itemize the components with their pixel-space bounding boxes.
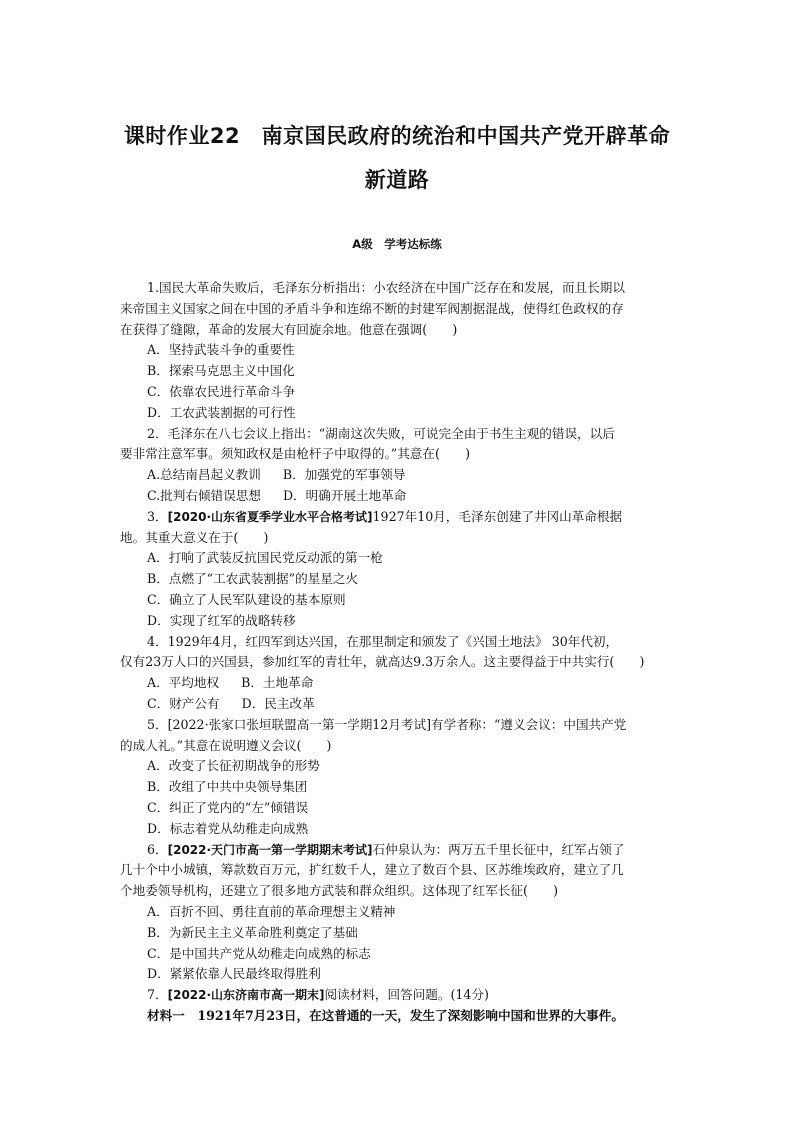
question-source: [2022·张家口张垣联盟高一第一学期12月考试]: [167, 716, 432, 732]
option-c: C．依靠农民进行革命斗争: [147, 383, 296, 399]
question-number: 6．: [147, 841, 168, 857]
question-stem-line: [120, 985, 685, 1006]
option-c: C．财产公有: [147, 695, 220, 711]
option-a: A．打响了武装反抗国民党反动派的第一枪: [147, 550, 383, 566]
option-a: A.总结南昌起义教训: [147, 467, 261, 483]
section-heading: A级 学考达标练: [352, 237, 442, 251]
option-a: A．平均地权: [147, 675, 220, 691]
option-a: A．坚持武装斗争的重要性: [147, 342, 295, 358]
option-b: B．加强党的军事领导: [282, 467, 406, 483]
option-b: B．探索马克思主义中国化: [147, 363, 295, 379]
page-title-line-1: 课时作业22 南京国民政府的统治和中国共产党开辟革命: [123, 124, 671, 148]
question-stem-text: 石仲泉认为：两万五千里长征中，红军占领了: [372, 841, 625, 857]
material-text: 1921年7月23日，在这普通的一天，发生了深刻影响中国和世界的大事件。: [184, 1007, 624, 1023]
page-title-line-2: 新道路: [364, 168, 430, 192]
question-7: [120, 985, 685, 1027]
option-c: C．确立了人民军队建设的基本原则: [147, 591, 346, 607]
material-label: 材料一: [147, 1007, 185, 1023]
material-line: [120, 1006, 685, 1027]
question-6: [120, 840, 685, 986]
question-number: 3．: [147, 508, 168, 524]
question-stem-line: 几十个中小城镇，筹款数百万元，扩红数千人，建立了数百个县、区苏维埃政府，建立了几: [120, 862, 624, 878]
question-stem-text: 有学者称：“遵义会议：中国共产党: [431, 716, 627, 732]
option-d: D．紧紧依靠人民最终取得胜利: [147, 966, 321, 982]
question-source: [2022·山东济南市高一期末]: [167, 988, 325, 1003]
question-list: [120, 278, 685, 1027]
option-d: D．民主改革: [241, 695, 315, 711]
question-source: [2020·山东省夏季学业水平合格考试]: [167, 509, 373, 524]
question-1: [120, 278, 685, 424]
question-2: [120, 424, 685, 507]
question-stem-line: 的成人礼。”其意在说明遵义会议( ): [120, 737, 332, 753]
question-stem-line: 地。其重大意义在于( ): [120, 529, 269, 545]
question-stem-line: 1.国民大革命失败后，毛泽东分析指出：小农经济在中国广泛存在和发展，而且长期以: [147, 280, 625, 295]
question-stem-line: 要非常注意军事。须知政权是由枪杆子中取得的。”其意在( ): [120, 446, 470, 462]
question-stem-line: [120, 715, 685, 736]
question-stem-line: [120, 840, 685, 861]
question-number: 7．: [147, 987, 168, 1003]
option-c: C．是中国共产党从幼稚走向成熟的标志: [147, 945, 371, 961]
question-stem-line: [120, 507, 685, 528]
question-source: [2022·天门市高一第一学期期末考试]: [167, 842, 373, 857]
option-b: B．为新民主主义革命胜利奠定了基础: [147, 924, 358, 940]
question-3: [120, 507, 685, 632]
option-b: B．改组了中共中央领导集团: [147, 779, 308, 795]
option-b: B．土地革命: [241, 675, 314, 691]
question-number: 5．: [147, 716, 168, 732]
option-d: D．明确开展土地革命: [282, 487, 407, 503]
option-c: C．纠正了党内的“左”倾错误: [147, 799, 309, 815]
option-a: A．改变了长征初期战争的形势: [147, 758, 320, 774]
option-d: D．实现了红军的战略转移: [147, 612, 296, 628]
question-stem-line: 在获得了缝隙，革命的发展大有回旋余地。他意在强调( ): [120, 321, 458, 337]
question-stem-line: 来帝国主义国家之间在中国的矛盾斗争和连绵不断的封建军阀割据混战，使得红色政权的存: [120, 300, 624, 316]
option-d: D．工农武装割据的可行性: [147, 404, 296, 420]
option-row: [120, 673, 685, 694]
option-b: B．点燃了“工农武装割据”的星星之火: [147, 571, 359, 587]
question-stem-text: 1927年10月，毛泽东创建了井冈山革命根据: [372, 508, 623, 524]
question-5: [120, 715, 685, 840]
question-stem-text: 阅读材料，回答问题。(14分): [324, 987, 489, 1003]
question-stem-line: 2．毛泽东在八七会议上指出：“湖南这次失败，可说完全由于书生主观的错误，以后: [147, 425, 615, 441]
option-row: [120, 694, 685, 715]
option-c: C.批判右倾错误思想: [147, 487, 261, 503]
option-a: A．百折不回、勇往直前的革命理想主义精神: [147, 903, 396, 919]
option-d: D．标志着党从幼稚走向成熟: [147, 820, 309, 836]
question-4: [120, 632, 685, 715]
option-row: [120, 465, 685, 486]
question-stem-line: 仅有23万人口的兴国县，参加红军的青壮年，就高达9.3万余人。这主要得益于中共实行( ): [120, 654, 645, 670]
question-stem-line: 4．1929年4月，红四军到达兴国，在那里制定和颁发了《兴国土地法》 30年代初，: [147, 633, 619, 649]
option-row: [120, 486, 685, 507]
question-stem-line: 个地委领导机构，还建立了很多地方武装和群众组织。这体现了红军长征( ): [120, 883, 559, 899]
